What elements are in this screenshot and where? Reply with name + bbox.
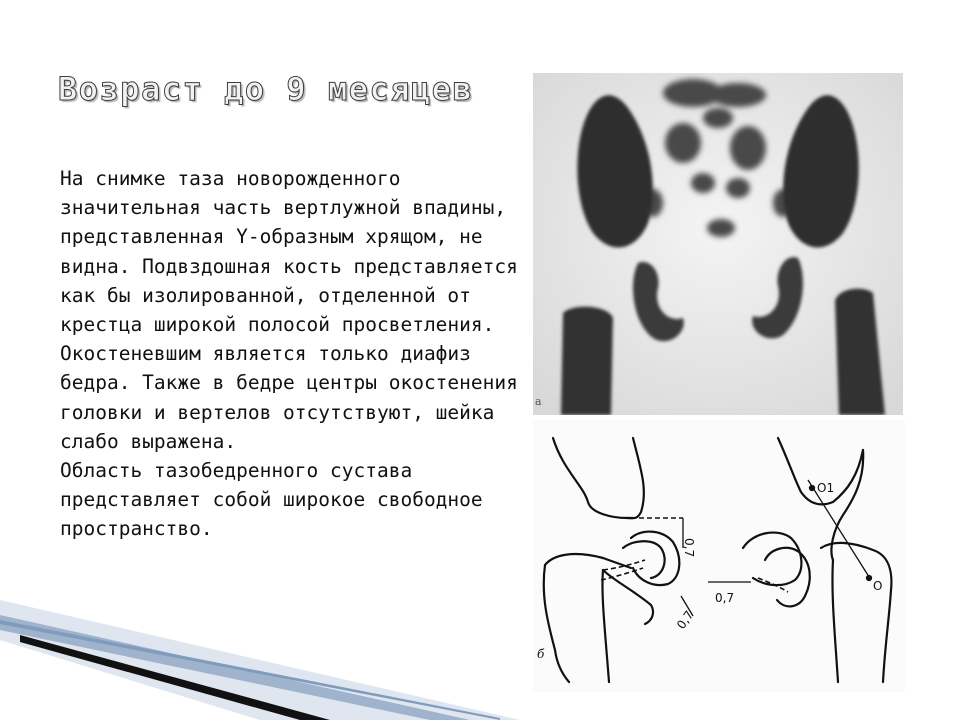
body-text <box>60 164 520 544</box>
point-label-o: O <box>873 579 883 593</box>
slide-title: Возраст до 9 месяцев <box>58 70 474 108</box>
measure-label-2: 0,7 <box>715 591 735 605</box>
decorative-swoosh <box>0 560 960 720</box>
measure-label-1: 0,7 <box>682 538 696 558</box>
measure-label-3: 0,7 <box>673 608 697 632</box>
diagram-label: б <box>537 647 545 661</box>
point-label-o1: O1 <box>817 481 835 495</box>
paragraph-2: Область тазобедренного сустава представляет собой широкое свободное пространство. <box>60 459 483 541</box>
xray-label: а <box>535 395 542 408</box>
pelvis-xray-image <box>533 73 903 415</box>
paragraph-1: На снимке таза новорожденного значительная часть вертлужной впадины, представленная Y-образным хрящом, не видна. Подвздошная кость представляется как бы изолированной, отделенной от крестца широкой полосой просветления. Окостеневшим является только диафиз бедра. Также в бедре центры окостенения головки и вертелов отсутствуют, шейка слабо выражена. <box>60 167 518 453</box>
